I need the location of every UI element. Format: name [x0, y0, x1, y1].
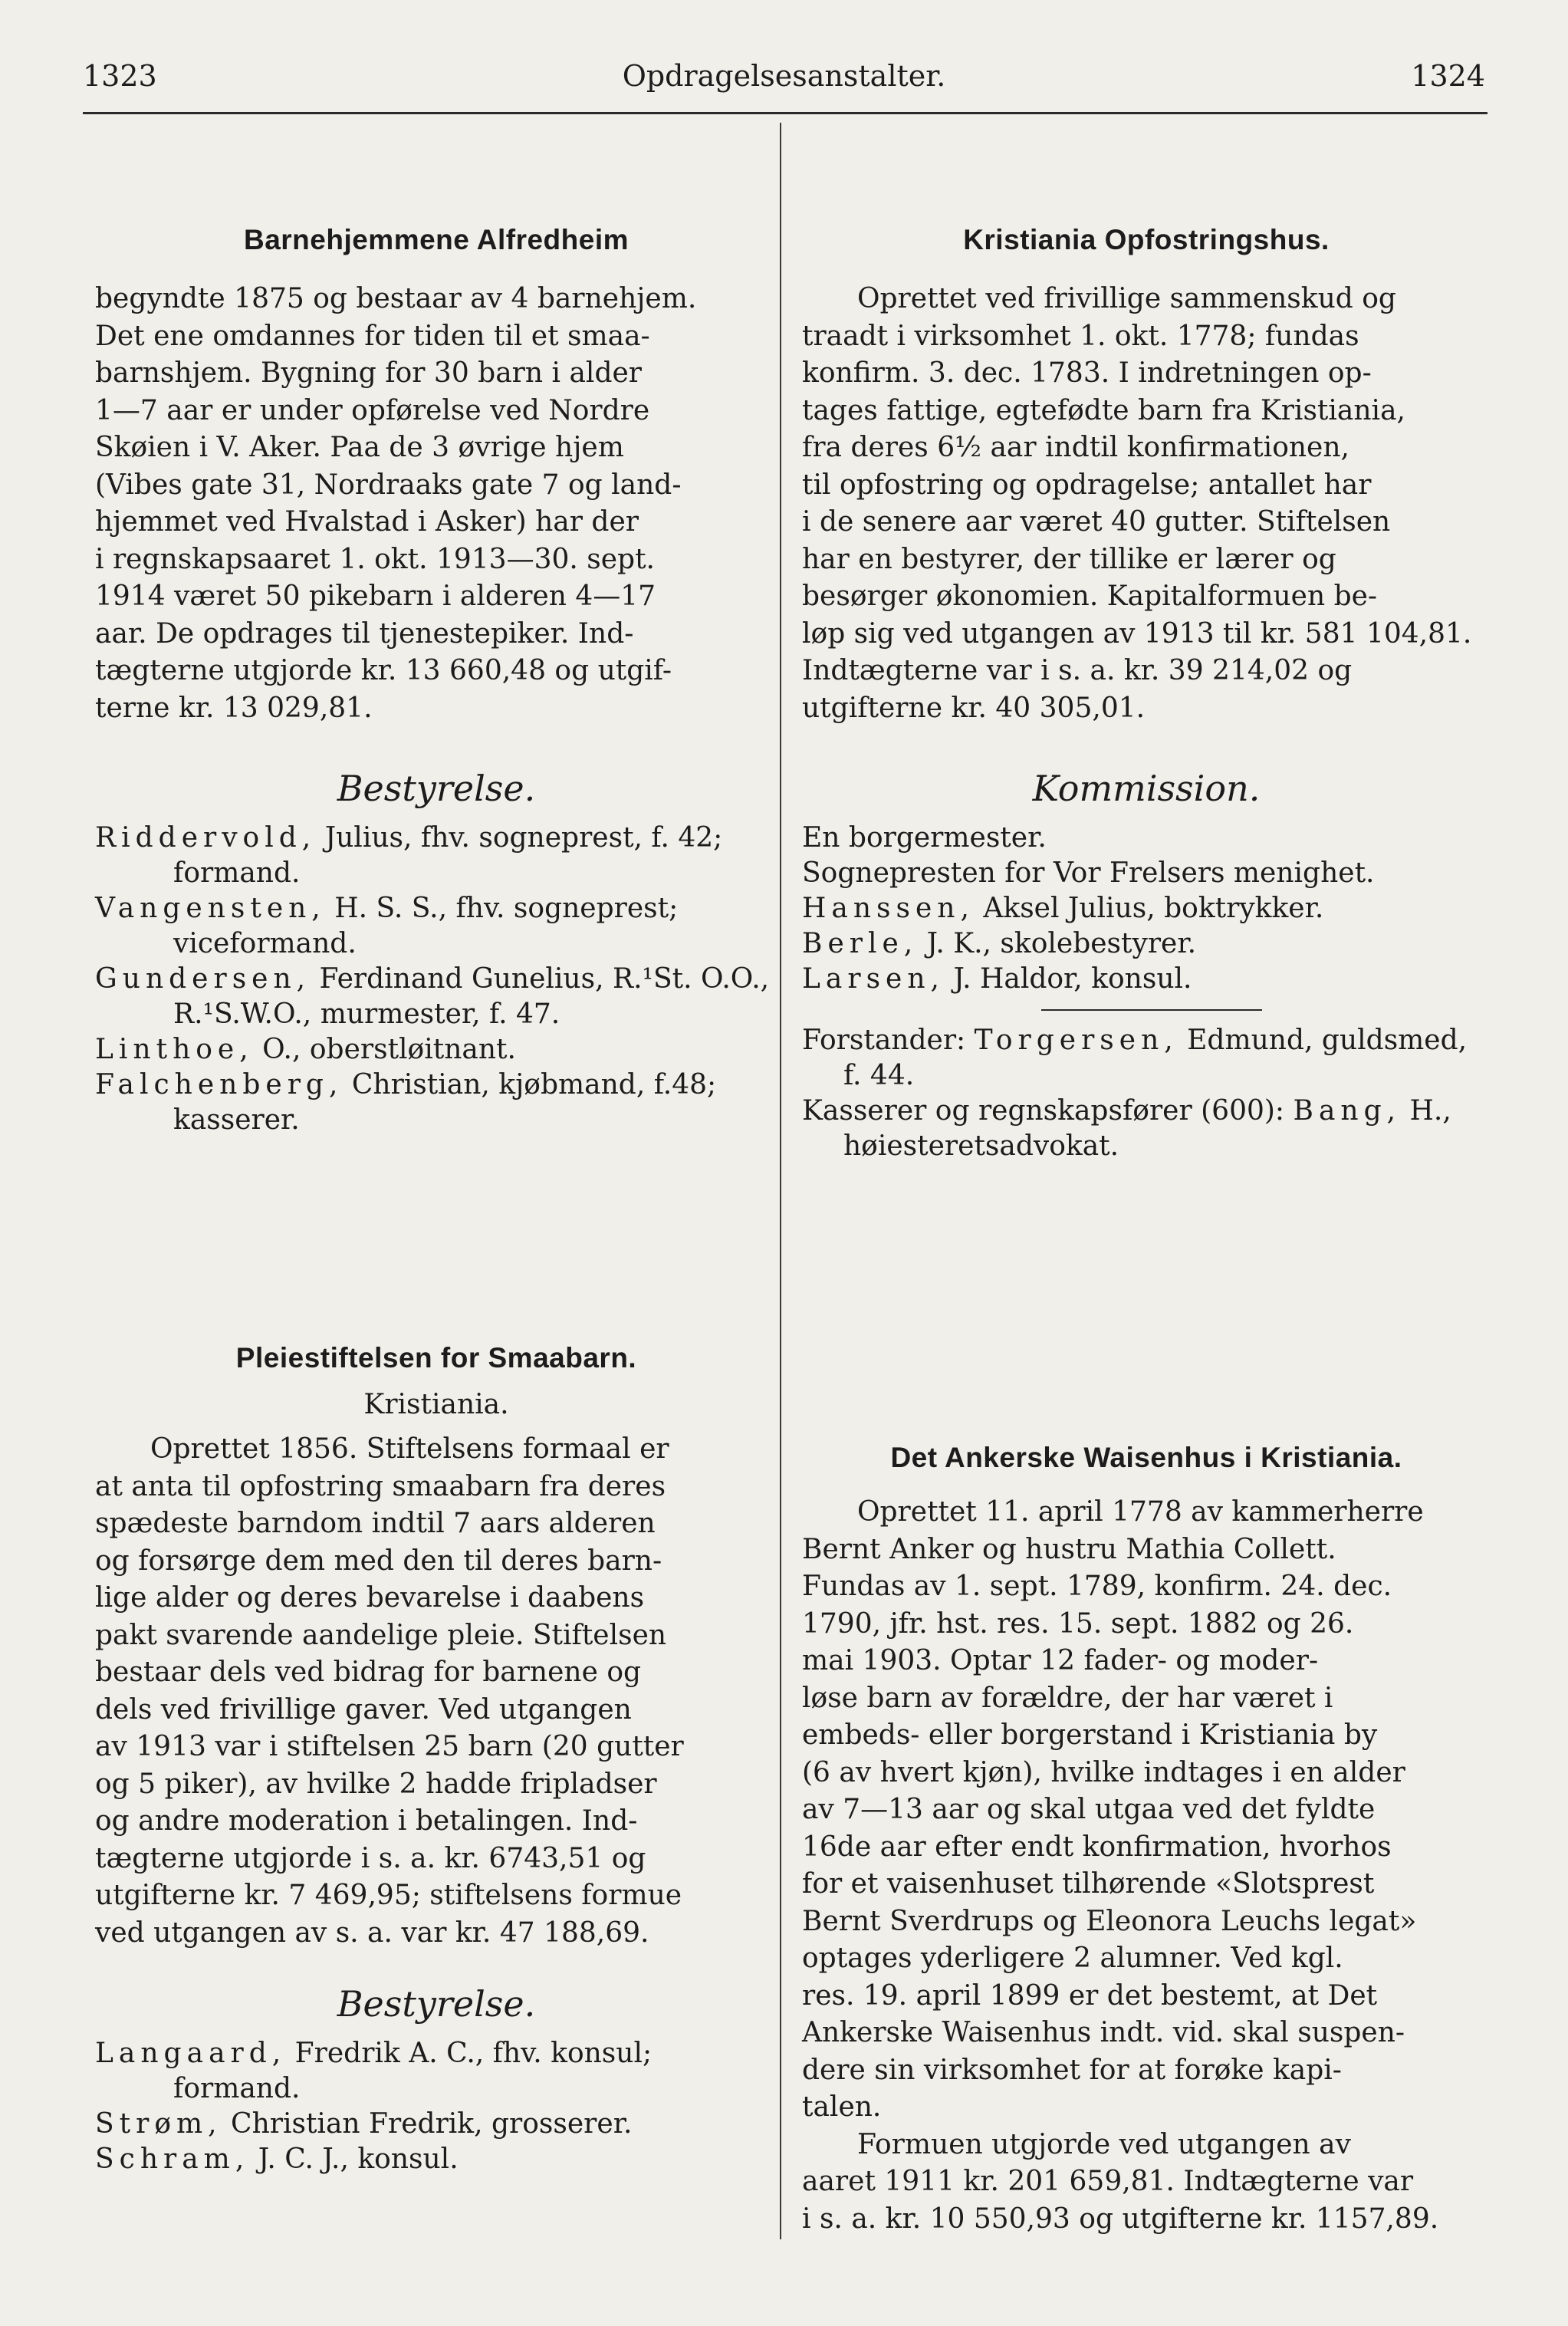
separator-wrap [802, 997, 1491, 1023]
member-details: Ferdinand Gunelius, R.¹St. O.O., R.¹S.W.O., murmester, f. 47. [173, 963, 770, 1030]
staff-details: H., høiesteretsadvokat. [843, 1095, 1451, 1162]
member-details: Aksel Julius, boktrykker. [974, 893, 1324, 924]
column-divider [780, 123, 781, 2239]
pleiestiftelsen-text [95, 1431, 777, 1952]
text-line: Skøien i V. Aker. Paa de 3 øvrige hjem [95, 432, 624, 463]
text-line: Oprettet 1856. Stiftelsens formaal er [150, 1433, 669, 1465]
short-rule [1041, 1009, 1262, 1011]
text-line: av 1913 var i stiftelsen 25 barn (20 gutter [95, 1731, 684, 1762]
member-details: J. K., skolebestyrer. [918, 928, 1197, 959]
header-rule [83, 112, 1487, 114]
text-line: pakt svarende aandelige pleie. Stiftelsen [95, 1619, 667, 1651]
running-title: Opdragelsesanstalter. [622, 59, 946, 93]
member-surname: Riddervold, [95, 822, 317, 854]
pleiestiftelsen-place: Kristiania. [363, 1389, 509, 1420]
text-line: 1—7 aar er under opførelse ved Nordre [95, 394, 650, 426]
text-line: begyndte 1875 og bestaar av 4 barnehjem. [95, 283, 697, 314]
page-number-left: 1323 [83, 59, 157, 93]
board-member [95, 1032, 777, 1068]
text-line: fra deres 6½ aar indtil konfirmationen, [802, 432, 1349, 463]
member-details: J. Haldor, konsul. [945, 963, 1192, 995]
alfredheim-board-title: Bestyrelse. [337, 768, 536, 809]
alfredheim-section [95, 222, 777, 1138]
pleiestiftelsen-board-list [95, 2036, 777, 2177]
text-line: bestaar dels ved bidrag for barnene og [95, 1656, 642, 1688]
pleiestiftelsen-section [95, 1341, 777, 2177]
member-surname: Berle, [802, 928, 919, 959]
member-surname: Linthoe, [95, 1034, 254, 1065]
text-line: Oprettet 11. april 1778 av kammerherre [857, 1496, 1424, 1528]
pleiestiftelsen-board-title: Bestyrelse. [337, 1983, 536, 2025]
text-line: (Vibes gate 31, Nordraaks gate 7 og land- [95, 469, 682, 501]
text-line: utgifterne kr. 7 469,95; stiftelsens formue [95, 1880, 682, 1911]
alfredheim-board-list [95, 821, 777, 1138]
text-line: talen. [802, 2091, 882, 2123]
text-line: har en bestyrer, der tillike er lærer og [802, 543, 1336, 575]
alfredheim-heading: Barnehjemmene Alfredheim [243, 224, 630, 255]
text-line: aar. De opdrages til tjenestepiker. Ind- [95, 617, 634, 650]
text-line: dere sin virksomhet for at forøke kapi- [802, 2054, 1342, 2086]
commission-member [802, 821, 1491, 856]
staff-role: Kasserer og regnskapsfører (600): [802, 1095, 1294, 1127]
text-line: dels ved frivillige gaver. Ved utgangen [95, 1693, 632, 1726]
text-line: løse barn av forældre, der har været i [802, 1682, 1333, 1714]
text-line: for et vaisenhuset tilhørende «Slotsprest [802, 1868, 1375, 1900]
text-line: hjemmet ved Hvalstad i Asker) har der [95, 506, 639, 538]
board-member [95, 821, 777, 891]
member-details: En borgermester. [802, 822, 1047, 854]
text-line: 16de aar efter endt konfirmation, hvorhos [802, 1831, 1392, 1863]
ankerske-text [802, 1494, 1491, 2238]
text-line: embeds- eller borgerstand i Kristiania by [802, 1719, 1378, 1751]
text-line: Indtægterne var i s. a. kr. 39 214,02 og [802, 655, 1353, 686]
pleiestiftelsen-heading: Pleiestiftelsen for Smaabarn. [235, 1342, 637, 1374]
commission-title: Kommission. [1032, 768, 1261, 809]
member-details: Sognepresten for Vor Frelsers menighet. [802, 857, 1375, 889]
staff-list [802, 1023, 1491, 1164]
text-line: Bernt Sverdrups og Eleonora Leuchs legat» [802, 1905, 1417, 1937]
text-line: besørger økonomien. Kapitalformuen be- [802, 581, 1378, 612]
member-surname: Strøm, [95, 2108, 222, 2140]
member-surname: Schram, [95, 2143, 250, 2175]
text-line: i de senere aar været 40 gutter. Stiftelsen [802, 506, 1391, 538]
opfostringshus-section [802, 222, 1491, 1164]
board-member [95, 2142, 777, 2177]
text-line: tægterne utgjorde kr. 13 660,48 og utgif- [95, 655, 672, 686]
text-line: Det ene omdannes for tiden til et smaa- [95, 320, 650, 352]
text-line: terne kr. 13 029,81. [95, 692, 373, 724]
staff-surname: Bang, [1293, 1095, 1402, 1127]
text-line: i regnskapsaaret 1. okt. 1913—30. sept. [95, 543, 656, 575]
text-line: av 7—13 aar og skal utgaa ved det fyldte [802, 1794, 1376, 1825]
member-surname: Langaard, [95, 2038, 287, 2069]
board-member [95, 891, 777, 962]
text-line: løp sig ved utgangen av 1913 til kr. 581 104,81. [802, 617, 1472, 650]
text-line: aaret 1911 kr. 201 659,81. Indtægterne var [802, 2166, 1414, 2197]
member-surname: Hanssen, [802, 893, 975, 924]
commission-member [802, 891, 1491, 926]
text-line: og andre moderation i betalingen. Ind- [95, 1805, 638, 1837]
staff-details: Edmund, guldsmed, f. 44. [843, 1025, 1468, 1091]
commission-member [802, 926, 1491, 962]
board-member [95, 962, 777, 1032]
member-details: J. C. J., konsul. [249, 2143, 459, 2175]
text-line: Ankerske Waisenhus indt. vid. skal suspen- [802, 2017, 1405, 2048]
text-line: og forsørge dem med den til deres barn- [95, 1545, 662, 1577]
staff-role: Forstander: [802, 1025, 975, 1056]
text-line: spædeste barndom indtil 7 aars alderen [95, 1508, 656, 1539]
board-member [95, 2036, 777, 2107]
member-surname: Vangensten, [95, 893, 326, 924]
member-surname: Gundersen, [95, 963, 311, 995]
text-line: Formuen utgjorde ved utgangen av [857, 2128, 1351, 2160]
commission-member [802, 962, 1491, 997]
staff-entry [802, 1094, 1491, 1164]
member-details: O., oberstløitnant. [253, 1034, 516, 1065]
text-line: til opfostring og opdragelse; antallet har [802, 469, 1372, 501]
board-member [95, 1068, 777, 1138]
text-line: og 5 piker), av hvilke 2 hadde fripladser [95, 1768, 657, 1800]
text-line: 1914 været 50 pikebarn i alderen 4—17 [95, 581, 656, 612]
text-line: at anta til opfostring smaabarn fra deres [95, 1470, 666, 1502]
text-line: utgifterne kr. 40 305,01. [802, 692, 1146, 724]
text-line: Bernt Anker og hustru Mathia Collett. [802, 1533, 1336, 1565]
text-line: traadt i virksomhet 1. okt. 1778; fundas [802, 320, 1359, 352]
text-line: barnshjem. Bygning for 30 barn i alder [95, 357, 643, 389]
text-line: i s. a. kr. 10 550,93 og utgifterne kr. 1157,89. [802, 2203, 1439, 2235]
member-details: H. S. S., fhv. sogneprest; viceformand. [173, 893, 679, 959]
commission-list [802, 821, 1491, 997]
text-line: tages fattige, egtefødte barn fra Kristiania, [802, 394, 1405, 426]
member-surname: Larsen, [802, 963, 945, 995]
text-line: optages yderligere 2 alumner. Ved kgl. [802, 1943, 1343, 1974]
opfostringshus-heading: Kristiania Opfostringshus. [963, 224, 1330, 255]
opfostringshus-text [802, 281, 1491, 727]
ankerske-section [802, 1440, 1491, 2238]
member-details: Julius, fhv. sogneprest, f. 42; formand. [173, 822, 723, 889]
ankerske-heading: Det Ankerske Waisenhus i Kristiania. [890, 1442, 1402, 1473]
text-line: (6 av hvert kjøn), hvilke indtages i en alder [802, 1756, 1405, 1788]
text-line: Oprettet ved frivillige sammenskud og [857, 283, 1396, 314]
member-surname: Falchenberg, [95, 1069, 344, 1100]
alfredheim-text [95, 281, 777, 727]
staff-surname: Torgersen, [974, 1025, 1178, 1056]
text-line: mai 1903. Optar 12 fader- og moder- [802, 1645, 1319, 1676]
text-line: 1790, jfr. hst. res. 15. sept. 1882 og 26. [802, 1607, 1354, 1640]
text-line: res. 19. april 1899 er det bestemt, at Det [802, 1979, 1378, 2012]
text-line: tægterne utgjorde i s. a. kr. 6743,51 og [95, 1842, 646, 1874]
commission-member [802, 856, 1491, 891]
page-number-right: 1324 [1411, 59, 1485, 93]
staff-entry [802, 1023, 1491, 1094]
member-details: Christian Fredrik, grosserer. [222, 2108, 633, 2140]
board-member [95, 2107, 777, 2142]
text-line: Fundas av 1. sept. 1789, konfirm. 24. dec. [802, 1571, 1392, 1602]
text-line: lige alder og deres bevarelse i daabens [95, 1582, 645, 1614]
text-line: konfirm. 3. dec. 1783. I indretningen op- [802, 357, 1372, 389]
text-line: ved utgangen av s. a. var kr. 47 188,69. [95, 1916, 649, 1949]
member-details: Fredrik A. C., fhv. konsul; formand. [173, 2038, 653, 2104]
member-details: Christian, kjøbmand, f.48; kasserer. [173, 1069, 717, 1136]
